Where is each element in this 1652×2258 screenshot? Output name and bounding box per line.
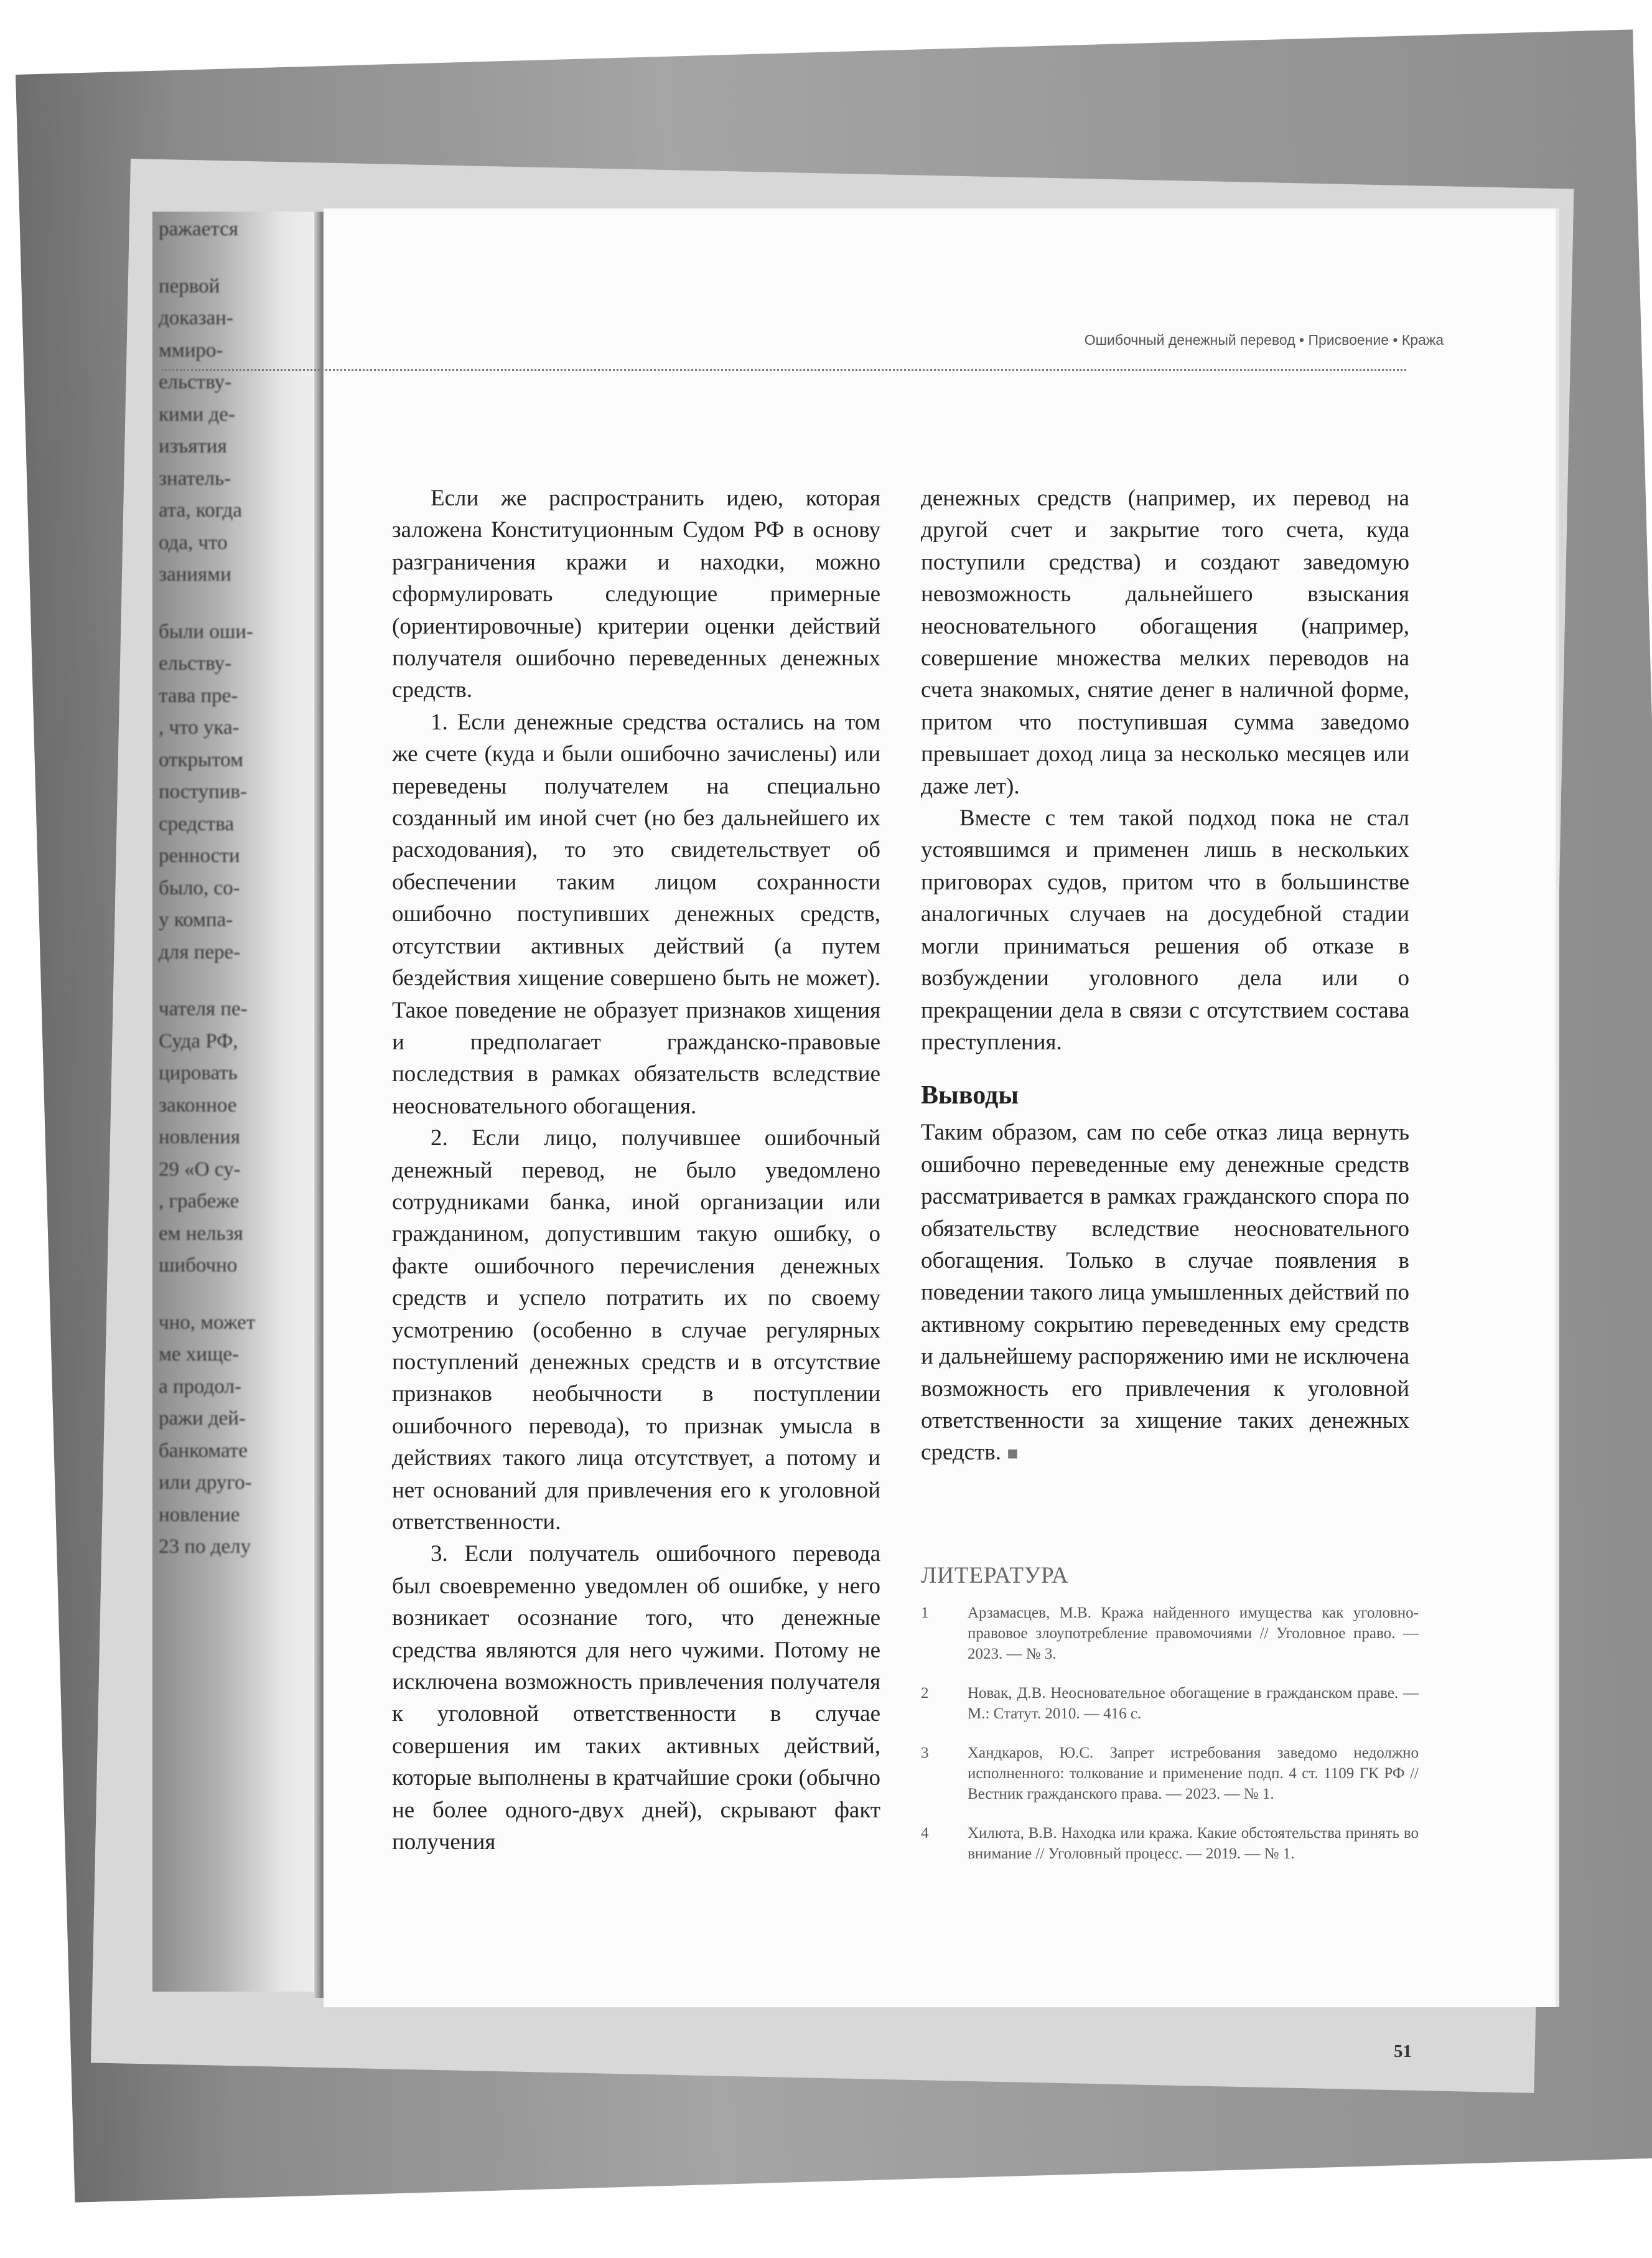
- right-page: [324, 208, 1556, 2061]
- reference-text: Новак, Д.В. Неосновательное обогащение в гражданском праве. — М.: Статут. 2010. — 416 с.: [968, 1685, 1419, 1722]
- reference-number: 1: [921, 1604, 929, 1621]
- paragraph: денежных средств (например, их перевод на другой счет и закрытие того счета, куда поступили средства) и создают заведомую невозможность дальнейшего взыскания неосновательного обогащения (например, совершение множества мелких переводов на счета знакомых, снятие денег в наличной форме, притом что поступившая сумма заведомо превышает доход лица за несколько месяцев или даже лет).: [921, 485, 1409, 799]
- left-page-line: ренности: [159, 845, 240, 867]
- left-page-line: кими де-: [159, 403, 235, 426]
- left-page-line: ем нельзя: [159, 1222, 243, 1245]
- paragraph: [921, 1117, 1409, 1469]
- end-mark-icon: ■: [1007, 1443, 1019, 1464]
- reference-text: Хандкаров, Ю.С. Запрет истребования заведомо недолжно исполненного: толкование и применение подп. 4 ст. 1109 ГК РФ // Вестник гражданского права. — 2023. — № 1.: [968, 1745, 1419, 1802]
- paragraph: 1. Если денежные средства остались на том же счете (куда и были ошибочно зачислены) или переведены получателем на специально созданный им иной счет (но без дальнейшего их расходования), то это свидетельствует об обеспечении таким лицом сохранности ошибочно поступивших денежных средств, отсутствии активных действий (а путем бездействия хищение совершено быть не может). Такое поведение не образует признаков хищения и предполагает гражданско-правовые последствия в рамках обязательств вследствие неосновательного обогащения.: [392, 709, 880, 1119]
- left-page-line: шибочно: [159, 1254, 238, 1277]
- left-page-line: знатель-: [159, 467, 231, 490]
- paragraph: 2. Если лицо, получившее ошибочный денежный перевод, не было уведомлено сотрудниками банка, иной организации или гражданином, допустившим такую ошибку, о факте ошибочного перечисления денежных средств и успело потратить их по своему усмотрению (особенно в случае регулярных поступлений денежных средств и в отсутствие признаков необычности в поступлении ошибочного перевода), то признак умысла в действиях такого лица отсутствует, а потому и нет оснований для привлечения его к уголовной ответственности.: [392, 1125, 880, 1535]
- left-page-fragment: [152, 212, 339, 1992]
- reference-number: 4: [921, 1825, 929, 1842]
- left-page-line: первой: [159, 274, 220, 297]
- reference-item: [921, 1603, 1419, 1664]
- left-page-line: чателя пе-: [159, 998, 248, 1020]
- reference-item: [921, 1823, 1419, 1864]
- reference-number: 2: [921, 1685, 929, 1702]
- left-page-line: заниями: [159, 563, 231, 586]
- left-page-line: цировать: [159, 1062, 238, 1084]
- reference-list: [921, 1603, 1419, 1883]
- left-page-line: были оши-: [159, 620, 253, 643]
- left-page-line: тава пре-: [159, 684, 238, 707]
- left-page-line: для пере-: [159, 940, 241, 963]
- left-page-line: ме хище-: [159, 1343, 239, 1366]
- text-column-right: [921, 482, 1409, 1470]
- left-page-line: средства: [159, 812, 235, 835]
- text-column-left: [392, 482, 880, 1858]
- left-page-line: ата, когда: [159, 499, 242, 522]
- left-page-line: Суда РФ,: [159, 1029, 238, 1052]
- left-page-line: ельству-: [159, 371, 232, 393]
- left-page-line: у компа-: [159, 909, 233, 931]
- left-page-line: 23 по делу: [159, 1535, 251, 1558]
- paragraph: 3. Если получатель ошибочного перевода был своевременно уведомлен об ошибке, у него возникает осознание того, что денежные средства являются для него чужими. Потому не исключена возможность привлечения получателя к уголовной ответственности в случае совершения им таких активных действий, которые выполнены в кратчайшие сроки (обычно не более одного-двух дней), скрывают факт получения: [392, 1541, 880, 1855]
- left-page-line: новление: [159, 1503, 240, 1526]
- reference-item: [921, 1743, 1419, 1804]
- left-page-line: , грабеже: [159, 1190, 240, 1212]
- paragraph: Вместе с тем такой подход пока не стал устоявшимся и применен лишь в нескольких приговорах судов, притом что в большинстве аналогичных случаев на досудебной стадии могли приниматься решения об отказе в возбуждении уголовного дела или о прекращении дела в связи с отсутствием состава преступления.: [921, 805, 1409, 1055]
- left-page-line: а продол-: [159, 1375, 241, 1398]
- section-title-conclusions: Выводы: [921, 1081, 1019, 1110]
- left-page-line: доказан-: [159, 307, 233, 329]
- left-page-line: ода, что: [159, 531, 228, 554]
- page-number: 51: [1394, 2041, 1412, 2061]
- header-dotted-rule: [162, 369, 1406, 371]
- paragraph: Если же распространить идею, которая заложена Конституционным Судом РФ в основу разграничения кражи и находки, можно сформулировать следующие примерные (ориентировочные) критерии оценки действий получателя ошибочно переведенных денежных средств.: [392, 485, 880, 703]
- left-page-line: или друго-: [159, 1471, 252, 1494]
- reference-number: 3: [921, 1745, 929, 1761]
- left-page-line: ммиро-: [159, 339, 223, 362]
- left-page-line: изъятия: [159, 435, 227, 457]
- left-page-line: ражается: [159, 218, 238, 240]
- reference-item: [921, 1683, 1419, 1724]
- reference-text: Хилюта, В.В. Находка или кража. Какие обстоятельства принять во внимание // Уголовный процесс. — 2019. — № 1.: [968, 1825, 1419, 1862]
- literature-heading: ЛИТЕРАТУРА: [921, 1563, 1069, 1588]
- left-page-line: законное: [159, 1094, 237, 1117]
- left-page-line: 29 «О су-: [159, 1158, 241, 1181]
- left-page-line: новления: [159, 1126, 240, 1148]
- running-header: Ошибочный денежный перевод • Присвоение • Кража: [1084, 332, 1444, 348]
- conclusion-text: Таким образом, сам по себе отказ лица вернуть ошибочно переведенные ему денежные средств рассматривается в рамках гражданского спора по обязательству вследствие неосновательного обогащения. Только в случае появления в поведении такого лица умышленных действий по активному сокрытию переведенных ему средств и дальнейшему распоряжению ими не исключена возможность его привлечения к уголовной ответственности за хищение таких денежных средств.: [921, 1120, 1409, 1466]
- left-page-line: ражи дей-: [159, 1407, 246, 1430]
- left-page-line: банкомате: [159, 1439, 248, 1462]
- reference-text: Арзамасцев, М.В. Кража найденного имущества как уголовно-правовое злоупотребление правомочиями // Уголовное право. — 2023. — № 3.: [968, 1604, 1419, 1662]
- left-page-line: ельству-: [159, 652, 232, 675]
- left-page-line: открытом: [159, 748, 243, 771]
- left-page-line: было, со-: [159, 876, 240, 899]
- left-page-line: , что ука-: [159, 716, 240, 739]
- left-page-line: поступив-: [159, 780, 248, 803]
- left-page-line: чно, может: [159, 1311, 256, 1334]
